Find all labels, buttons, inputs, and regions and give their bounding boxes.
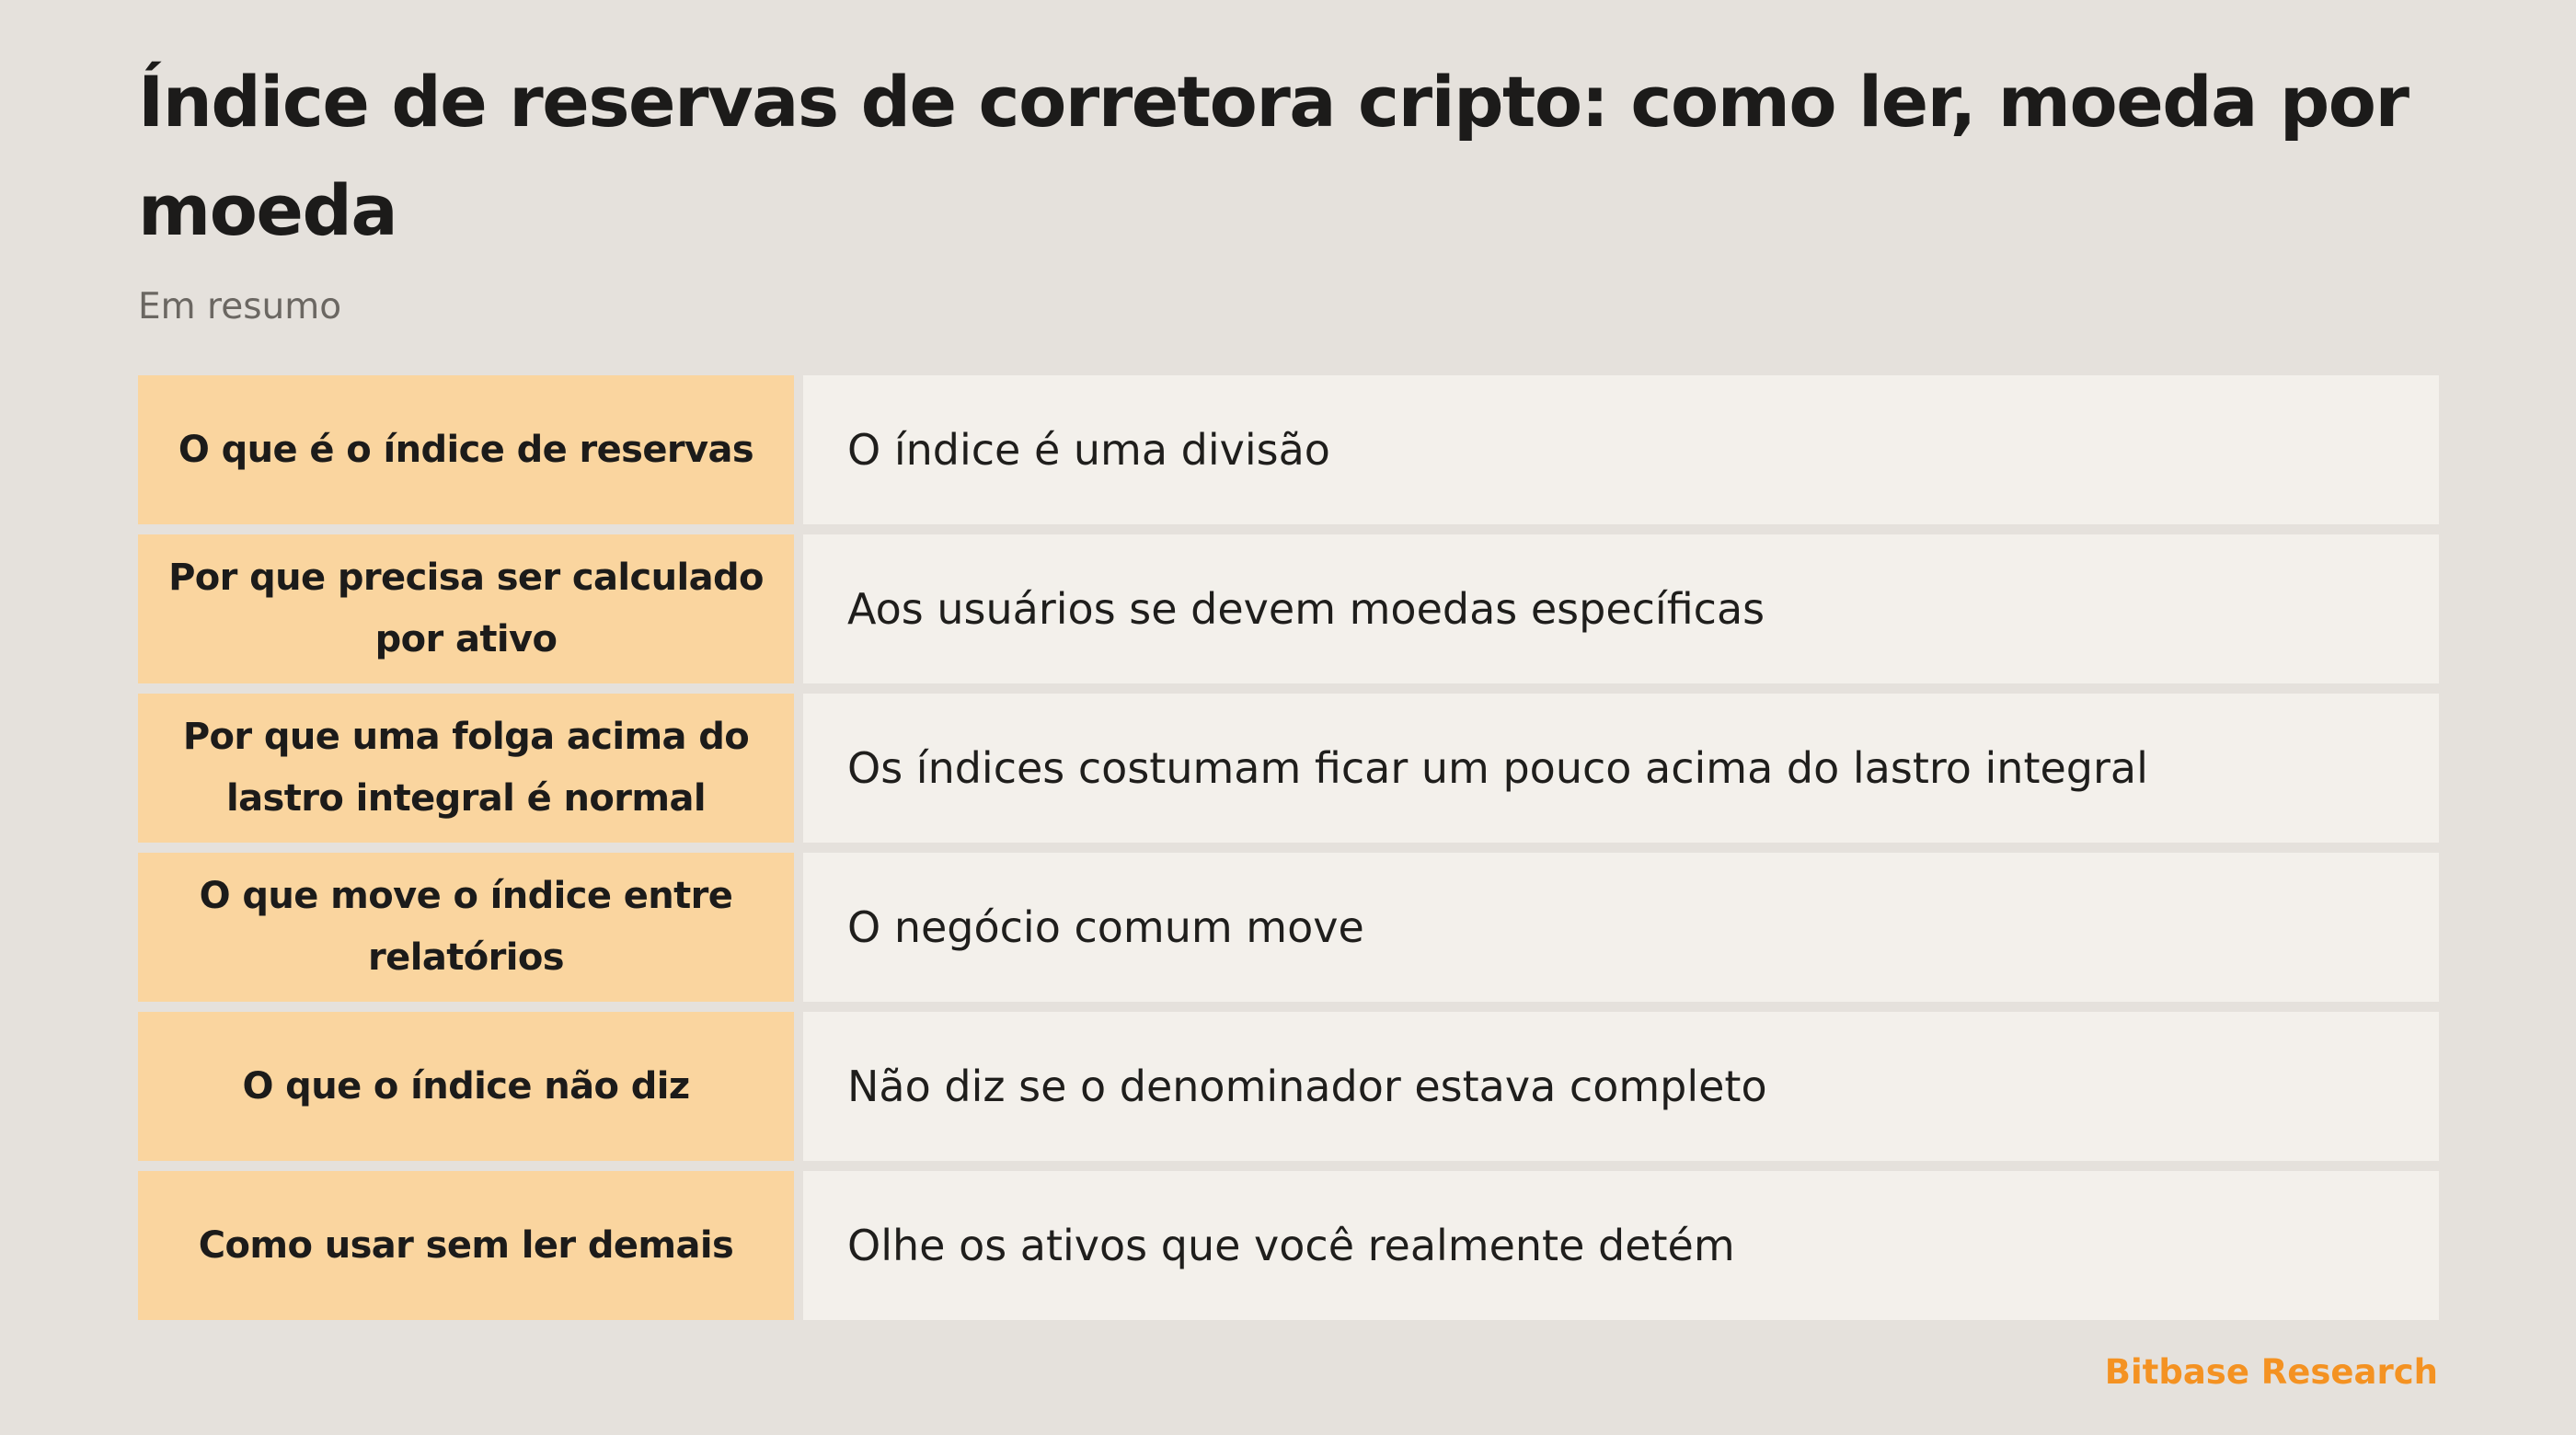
row-value: O índice é uma divisão xyxy=(803,375,2439,524)
summary-table xyxy=(138,375,2439,1320)
row-label: O que o índice não diz xyxy=(138,1012,794,1161)
row-value: O negócio comum move xyxy=(803,853,2439,1002)
table-row xyxy=(138,1171,2439,1320)
table-row xyxy=(138,534,2439,683)
table-row xyxy=(138,1012,2439,1161)
row-label: Como usar sem ler demais xyxy=(138,1171,794,1320)
table-row xyxy=(138,694,2439,843)
page-title: Índice de reservas de corretora cripto: como ler, moeda por moeda xyxy=(138,61,2409,251)
row-value: Não diz se o denominador estava completo xyxy=(803,1012,2439,1161)
row-label: O que move o índice entre relatórios xyxy=(138,853,794,1002)
row-value: Olhe os ativos que você realmente detém xyxy=(803,1171,2439,1320)
row-value: Aos usuários se devem moedas específicas xyxy=(803,534,2439,683)
brand-credit: Bitbase Research xyxy=(2104,1352,2438,1392)
table-row xyxy=(138,853,2439,1002)
row-label: Por que precisa ser calculado por ativo xyxy=(138,534,794,683)
page-subtitle: Em resumo xyxy=(138,286,342,327)
row-label: O que é o índice de reservas xyxy=(138,375,794,524)
row-value: Os índices costumam ficar um pouco acima do lastro integral xyxy=(803,694,2439,843)
row-label: Por que uma folga acima do lastro integral é normal xyxy=(138,694,794,843)
table-row xyxy=(138,375,2439,524)
